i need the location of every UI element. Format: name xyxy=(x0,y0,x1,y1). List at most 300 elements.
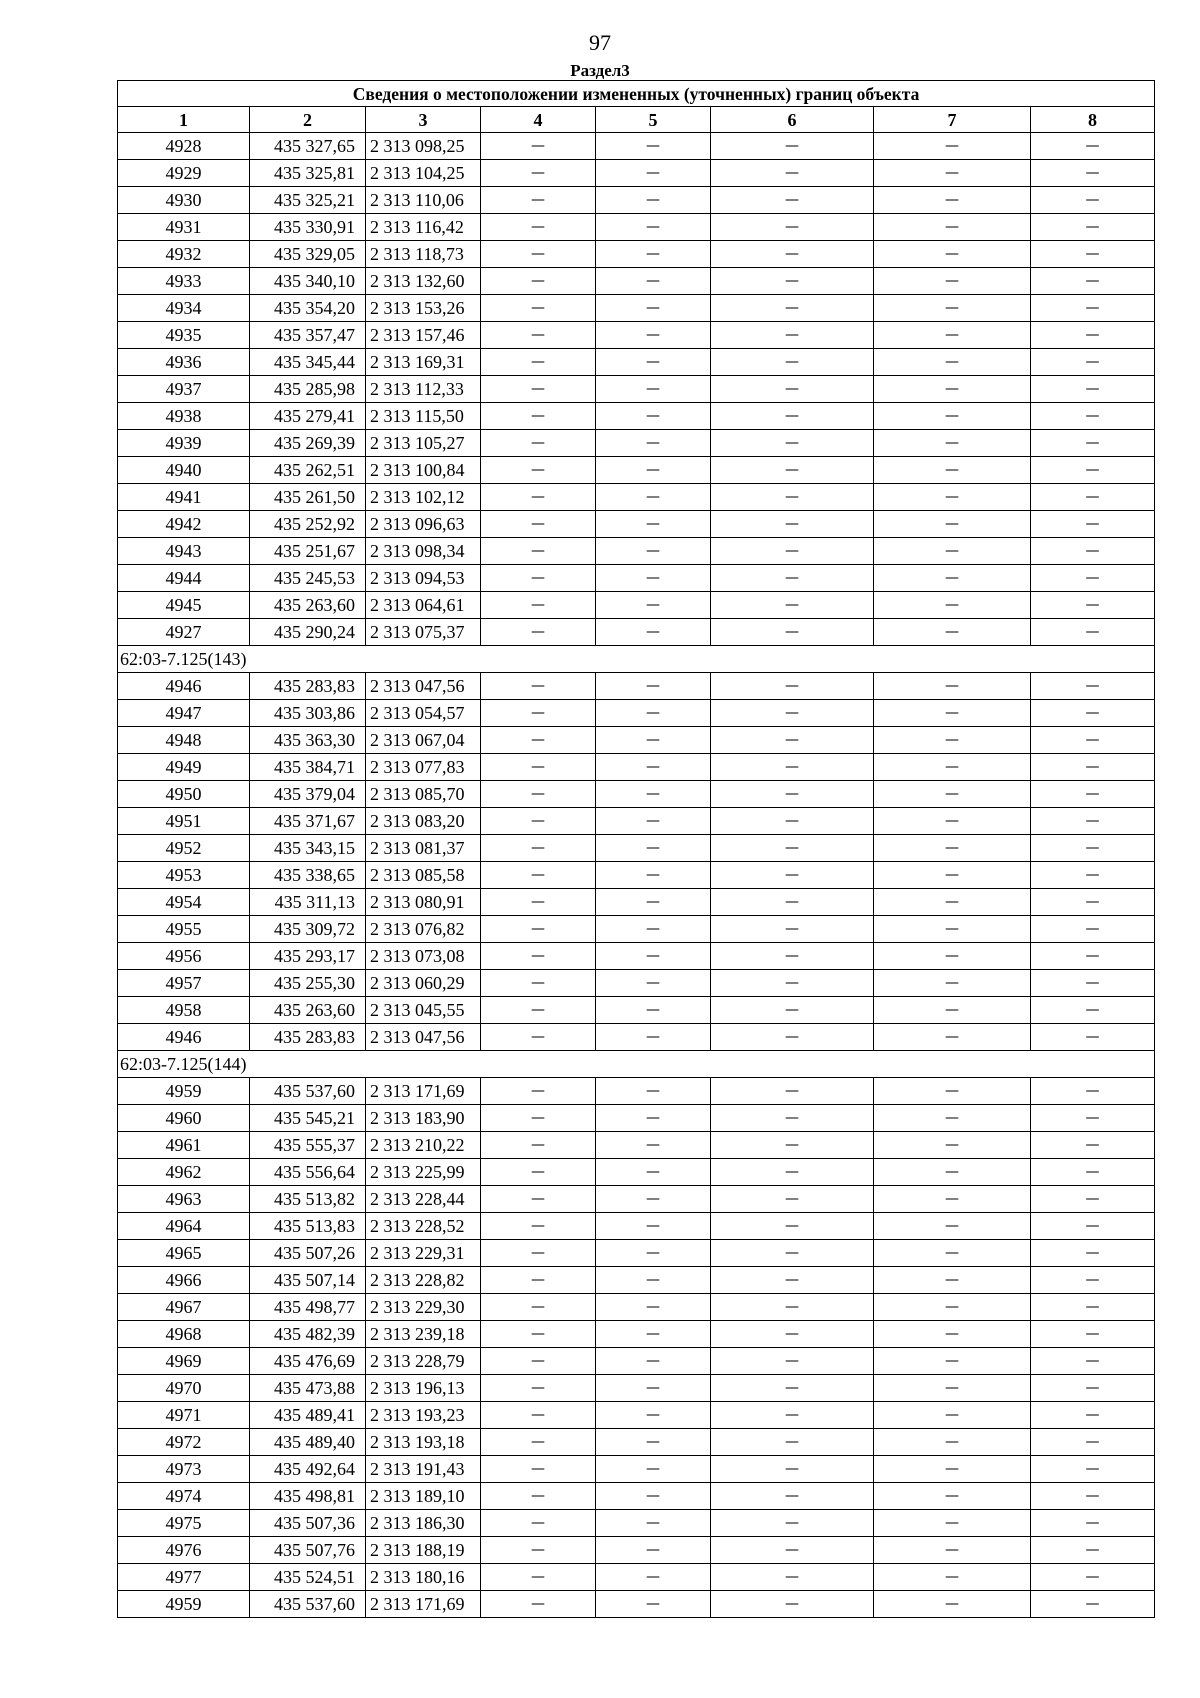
empty-value-dash: — xyxy=(874,1483,1031,1510)
empty-value-dash: — xyxy=(596,1105,711,1132)
x-coordinate-cell: 435 262,51 xyxy=(250,457,366,484)
empty-value-dash: — xyxy=(711,1240,874,1267)
empty-value-dash: — xyxy=(596,160,711,187)
empty-value-dash: — xyxy=(596,1537,711,1564)
table-row xyxy=(118,1348,1155,1375)
empty-value-dash: — xyxy=(874,673,1031,700)
empty-value-dash: — xyxy=(596,214,711,241)
point-number-cell: 4960 xyxy=(118,1105,250,1132)
x-coordinate-cell: 435 325,81 xyxy=(250,160,366,187)
empty-value-dash: — xyxy=(596,862,711,889)
empty-value-dash: — xyxy=(711,673,874,700)
empty-value-dash: — xyxy=(1031,997,1155,1024)
empty-value-dash: — xyxy=(1031,1537,1155,1564)
empty-value-dash: — xyxy=(596,1429,711,1456)
column-number: 5 xyxy=(596,107,711,133)
table-row xyxy=(118,376,1155,403)
empty-value-dash: — xyxy=(596,808,711,835)
table-caption-row xyxy=(118,81,1155,107)
empty-value-dash: — xyxy=(596,781,711,808)
empty-value-dash: — xyxy=(481,1402,596,1429)
empty-value-dash: — xyxy=(874,862,1031,889)
empty-value-dash: — xyxy=(596,943,711,970)
empty-value-dash: — xyxy=(596,700,711,727)
empty-value-dash: — xyxy=(1031,1483,1155,1510)
table-row xyxy=(118,538,1155,565)
x-coordinate-cell: 435 489,41 xyxy=(250,1402,366,1429)
empty-value-dash: — xyxy=(596,1564,711,1591)
empty-value-dash: — xyxy=(711,1078,874,1105)
x-coordinate-cell: 435 379,04 xyxy=(250,781,366,808)
empty-value-dash: — xyxy=(481,1078,596,1105)
empty-value-dash: — xyxy=(711,727,874,754)
empty-value-dash: — xyxy=(874,187,1031,214)
empty-value-dash: — xyxy=(874,1348,1031,1375)
empty-value-dash: — xyxy=(481,1429,596,1456)
x-coordinate-cell: 435 384,71 xyxy=(250,754,366,781)
x-coordinate-cell: 435 492,64 xyxy=(250,1456,366,1483)
x-coordinate-cell: 435 507,26 xyxy=(250,1240,366,1267)
empty-value-dash: — xyxy=(481,808,596,835)
point-number-cell: 4952 xyxy=(118,835,250,862)
empty-value-dash: — xyxy=(596,1348,711,1375)
empty-value-dash: — xyxy=(481,1348,596,1375)
empty-value-dash: — xyxy=(596,376,711,403)
empty-value-dash: — xyxy=(481,1132,596,1159)
empty-value-dash: — xyxy=(1031,754,1155,781)
empty-value-dash: — xyxy=(481,1483,596,1510)
group-row xyxy=(118,1051,1155,1078)
y-coordinate-cell: 2 313 076,82 xyxy=(366,916,481,943)
empty-value-dash: — xyxy=(596,889,711,916)
table-row xyxy=(118,133,1155,160)
table-row xyxy=(118,916,1155,943)
empty-value-dash: — xyxy=(481,160,596,187)
empty-value-dash: — xyxy=(481,1375,596,1402)
empty-value-dash: — xyxy=(1031,862,1155,889)
table-row xyxy=(118,1402,1155,1429)
x-coordinate-cell: 435 327,65 xyxy=(250,133,366,160)
empty-value-dash: — xyxy=(596,457,711,484)
y-coordinate-cell: 2 313 081,37 xyxy=(366,835,481,862)
y-coordinate-cell: 2 313 077,83 xyxy=(366,754,481,781)
empty-value-dash: — xyxy=(1031,1456,1155,1483)
empty-value-dash: — xyxy=(1031,1267,1155,1294)
x-coordinate-cell: 435 482,39 xyxy=(250,1321,366,1348)
y-coordinate-cell: 2 313 080,91 xyxy=(366,889,481,916)
empty-value-dash: — xyxy=(711,1294,874,1321)
empty-value-dash: — xyxy=(1031,511,1155,538)
empty-value-dash: — xyxy=(874,808,1031,835)
x-coordinate-cell: 435 476,69 xyxy=(250,1348,366,1375)
point-number-cell: 4955 xyxy=(118,916,250,943)
table-row xyxy=(118,889,1155,916)
empty-value-dash: — xyxy=(874,1375,1031,1402)
empty-value-dash: — xyxy=(711,1456,874,1483)
point-number-cell: 4954 xyxy=(118,889,250,916)
empty-value-dash: — xyxy=(1031,835,1155,862)
point-number-cell: 4959 xyxy=(118,1591,250,1618)
empty-value-dash: — xyxy=(596,511,711,538)
empty-value-dash: — xyxy=(481,1267,596,1294)
empty-value-dash: — xyxy=(481,781,596,808)
x-coordinate-cell: 435 340,10 xyxy=(250,268,366,295)
empty-value-dash: — xyxy=(1031,1159,1155,1186)
x-coordinate-cell: 435 309,72 xyxy=(250,916,366,943)
table-row xyxy=(118,808,1155,835)
y-coordinate-cell: 2 313 105,27 xyxy=(366,430,481,457)
table-row xyxy=(118,1294,1155,1321)
empty-value-dash: — xyxy=(711,916,874,943)
empty-value-dash: — xyxy=(874,511,1031,538)
empty-value-dash: — xyxy=(596,403,711,430)
point-number-cell: 4937 xyxy=(118,376,250,403)
empty-value-dash: — xyxy=(596,619,711,646)
column-number: 2 xyxy=(250,107,366,133)
table-row xyxy=(118,592,1155,619)
empty-value-dash: — xyxy=(711,214,874,241)
empty-value-dash: — xyxy=(1031,592,1155,619)
empty-value-dash: — xyxy=(711,1564,874,1591)
point-number-cell: 4929 xyxy=(118,160,250,187)
table-row xyxy=(118,1429,1155,1456)
empty-value-dash: — xyxy=(481,538,596,565)
y-coordinate-cell: 2 313 096,63 xyxy=(366,511,481,538)
empty-value-dash: — xyxy=(481,565,596,592)
x-coordinate-cell: 435 263,60 xyxy=(250,592,366,619)
table-row xyxy=(118,1537,1155,1564)
y-coordinate-cell: 2 313 098,34 xyxy=(366,538,481,565)
empty-value-dash: — xyxy=(596,1132,711,1159)
y-coordinate-cell: 2 313 229,30 xyxy=(366,1294,481,1321)
empty-value-dash: — xyxy=(711,1510,874,1537)
empty-value-dash: — xyxy=(481,1294,596,1321)
empty-value-dash: — xyxy=(711,1591,874,1618)
point-number-cell: 4939 xyxy=(118,430,250,457)
empty-value-dash: — xyxy=(1031,538,1155,565)
empty-value-dash: — xyxy=(874,754,1031,781)
y-coordinate-cell: 2 313 210,22 xyxy=(366,1132,481,1159)
point-number-cell: 4968 xyxy=(118,1321,250,1348)
empty-value-dash: — xyxy=(874,133,1031,160)
empty-value-dash: — xyxy=(596,727,711,754)
table-row xyxy=(118,403,1155,430)
empty-value-dash: — xyxy=(481,916,596,943)
x-coordinate-cell: 435 311,13 xyxy=(250,889,366,916)
empty-value-dash: — xyxy=(711,538,874,565)
empty-value-dash: — xyxy=(481,1024,596,1051)
empty-value-dash: — xyxy=(481,1591,596,1618)
point-number-cell: 4951 xyxy=(118,808,250,835)
x-coordinate-cell: 435 290,24 xyxy=(250,619,366,646)
empty-value-dash: — xyxy=(481,1456,596,1483)
table-row xyxy=(118,268,1155,295)
point-number-cell: 4943 xyxy=(118,538,250,565)
empty-value-dash: — xyxy=(596,1294,711,1321)
empty-value-dash: — xyxy=(596,1510,711,1537)
table-row xyxy=(118,754,1155,781)
x-coordinate-cell: 435 507,36 xyxy=(250,1510,366,1537)
table-row xyxy=(118,484,1155,511)
y-coordinate-cell: 2 313 169,31 xyxy=(366,349,481,376)
y-coordinate-cell: 2 313 183,90 xyxy=(366,1105,481,1132)
empty-value-dash: — xyxy=(711,295,874,322)
empty-value-dash: — xyxy=(481,835,596,862)
point-number-cell: 4942 xyxy=(118,511,250,538)
empty-value-dash: — xyxy=(874,1564,1031,1591)
empty-value-dash: — xyxy=(1031,187,1155,214)
empty-value-dash: — xyxy=(481,1159,596,1186)
empty-value-dash: — xyxy=(711,1105,874,1132)
empty-value-dash: — xyxy=(596,1375,711,1402)
x-coordinate-cell: 435 255,30 xyxy=(250,970,366,997)
table-row xyxy=(118,511,1155,538)
empty-value-dash: — xyxy=(874,1294,1031,1321)
y-coordinate-cell: 2 313 045,55 xyxy=(366,997,481,1024)
empty-value-dash: — xyxy=(481,214,596,241)
empty-value-dash: — xyxy=(1031,727,1155,754)
x-coordinate-cell: 435 513,83 xyxy=(250,1213,366,1240)
empty-value-dash: — xyxy=(1031,295,1155,322)
x-coordinate-cell: 435 556,64 xyxy=(250,1159,366,1186)
y-coordinate-cell: 2 313 228,44 xyxy=(366,1186,481,1213)
empty-value-dash: — xyxy=(596,241,711,268)
x-coordinate-cell: 435 357,47 xyxy=(250,322,366,349)
empty-value-dash: — xyxy=(596,1024,711,1051)
column-number: 6 xyxy=(711,107,874,133)
point-number-cell: 4934 xyxy=(118,295,250,322)
empty-value-dash: — xyxy=(596,835,711,862)
x-coordinate-cell: 435 303,86 xyxy=(250,700,366,727)
x-coordinate-cell: 435 489,40 xyxy=(250,1429,366,1456)
empty-value-dash: — xyxy=(481,376,596,403)
parcel-group-label: 62:03-7.125(144) xyxy=(118,1051,1155,1078)
empty-value-dash: — xyxy=(1031,349,1155,376)
empty-value-dash: — xyxy=(1031,322,1155,349)
empty-value-dash: — xyxy=(1031,1321,1155,1348)
empty-value-dash: — xyxy=(481,241,596,268)
x-coordinate-cell: 435 354,20 xyxy=(250,295,366,322)
empty-value-dash: — xyxy=(874,1402,1031,1429)
empty-value-dash: — xyxy=(711,592,874,619)
empty-value-dash: — xyxy=(1031,1078,1155,1105)
table-row xyxy=(118,997,1155,1024)
empty-value-dash: — xyxy=(711,943,874,970)
y-coordinate-cell: 2 313 100,84 xyxy=(366,457,481,484)
empty-value-dash: — xyxy=(596,1240,711,1267)
empty-value-dash: — xyxy=(874,1591,1031,1618)
table-row xyxy=(118,700,1155,727)
empty-value-dash: — xyxy=(874,889,1031,916)
empty-value-dash: — xyxy=(711,997,874,1024)
empty-value-dash: — xyxy=(711,1186,874,1213)
table-row xyxy=(118,1321,1155,1348)
y-coordinate-cell: 2 313 239,18 xyxy=(366,1321,481,1348)
empty-value-dash: — xyxy=(874,295,1031,322)
point-number-cell: 4940 xyxy=(118,457,250,484)
y-coordinate-cell: 2 313 171,69 xyxy=(366,1591,481,1618)
empty-value-dash: — xyxy=(711,700,874,727)
point-number-cell: 4972 xyxy=(118,1429,250,1456)
empty-value-dash: — xyxy=(874,1537,1031,1564)
empty-value-dash: — xyxy=(711,511,874,538)
empty-value-dash: — xyxy=(596,322,711,349)
empty-value-dash: — xyxy=(596,565,711,592)
empty-value-dash: — xyxy=(1031,160,1155,187)
empty-value-dash: — xyxy=(874,484,1031,511)
empty-value-dash: — xyxy=(596,484,711,511)
empty-value-dash: — xyxy=(596,754,711,781)
point-number-cell: 4962 xyxy=(118,1159,250,1186)
x-coordinate-cell: 435 513,82 xyxy=(250,1186,366,1213)
table-row xyxy=(118,1267,1155,1294)
empty-value-dash: — xyxy=(1031,1132,1155,1159)
y-coordinate-cell: 2 313 193,18 xyxy=(366,1429,481,1456)
empty-value-dash: — xyxy=(874,1132,1031,1159)
x-coordinate-cell: 435 325,21 xyxy=(250,187,366,214)
table-row xyxy=(118,1483,1155,1510)
y-coordinate-cell: 2 313 047,56 xyxy=(366,1024,481,1051)
table-row xyxy=(118,1510,1155,1537)
x-coordinate-cell: 435 363,30 xyxy=(250,727,366,754)
empty-value-dash: — xyxy=(874,403,1031,430)
x-coordinate-cell: 435 293,17 xyxy=(250,943,366,970)
empty-value-dash: — xyxy=(874,268,1031,295)
table-row xyxy=(118,241,1155,268)
empty-value-dash: — xyxy=(596,1483,711,1510)
empty-value-dash: — xyxy=(1031,376,1155,403)
point-number-cell: 4963 xyxy=(118,1186,250,1213)
empty-value-dash: — xyxy=(481,1105,596,1132)
y-coordinate-cell: 2 313 228,52 xyxy=(366,1213,481,1240)
y-coordinate-cell: 2 313 225,99 xyxy=(366,1159,481,1186)
table-row xyxy=(118,457,1155,484)
column-number: 8 xyxy=(1031,107,1155,133)
empty-value-dash: — xyxy=(1031,1294,1155,1321)
empty-value-dash: — xyxy=(874,565,1031,592)
empty-value-dash: — xyxy=(711,619,874,646)
empty-value-dash: — xyxy=(1031,133,1155,160)
table-row xyxy=(118,862,1155,889)
empty-value-dash: — xyxy=(711,376,874,403)
table-row xyxy=(118,322,1155,349)
point-number-cell: 4971 xyxy=(118,1402,250,1429)
empty-value-dash: — xyxy=(1031,1240,1155,1267)
y-coordinate-cell: 2 313 104,25 xyxy=(366,160,481,187)
point-number-cell: 4967 xyxy=(118,1294,250,1321)
empty-value-dash: — xyxy=(874,1321,1031,1348)
empty-value-dash: — xyxy=(1031,484,1155,511)
table-row xyxy=(118,1375,1155,1402)
empty-value-dash: — xyxy=(874,1510,1031,1537)
y-coordinate-cell: 2 313 228,82 xyxy=(366,1267,481,1294)
point-number-cell: 4931 xyxy=(118,214,250,241)
empty-value-dash: — xyxy=(711,241,874,268)
empty-value-dash: — xyxy=(481,403,596,430)
point-number-cell: 4969 xyxy=(118,1348,250,1375)
empty-value-dash: — xyxy=(1031,673,1155,700)
empty-value-dash: — xyxy=(1031,619,1155,646)
empty-value-dash: — xyxy=(711,1321,874,1348)
empty-value-dash: — xyxy=(481,889,596,916)
x-coordinate-cell: 435 283,83 xyxy=(250,1024,366,1051)
y-coordinate-cell: 2 313 098,25 xyxy=(366,133,481,160)
empty-value-dash: — xyxy=(596,970,711,997)
point-number-cell: 4945 xyxy=(118,592,250,619)
empty-value-dash: — xyxy=(481,1240,596,1267)
point-number-cell: 4976 xyxy=(118,1537,250,1564)
empty-value-dash: — xyxy=(481,295,596,322)
empty-value-dash: — xyxy=(711,1402,874,1429)
empty-value-dash: — xyxy=(481,349,596,376)
y-coordinate-cell: 2 313 180,16 xyxy=(366,1564,481,1591)
x-coordinate-cell: 435 285,98 xyxy=(250,376,366,403)
empty-value-dash: — xyxy=(711,835,874,862)
x-coordinate-cell: 435 252,92 xyxy=(250,511,366,538)
empty-value-dash: — xyxy=(711,322,874,349)
x-coordinate-cell: 435 371,67 xyxy=(250,808,366,835)
point-number-cell: 4956 xyxy=(118,943,250,970)
section-title: Раздел3 xyxy=(570,61,630,80)
empty-value-dash: — xyxy=(596,268,711,295)
empty-value-dash: — xyxy=(1031,565,1155,592)
empty-value-dash: — xyxy=(711,1159,874,1186)
empty-value-dash: — xyxy=(874,1456,1031,1483)
empty-value-dash: — xyxy=(481,1510,596,1537)
point-number-cell: 4957 xyxy=(118,970,250,997)
empty-value-dash: — xyxy=(481,1321,596,1348)
table-row xyxy=(118,835,1155,862)
column-number-row xyxy=(118,107,1155,133)
empty-value-dash: — xyxy=(1031,943,1155,970)
empty-value-dash: — xyxy=(874,457,1031,484)
empty-value-dash: — xyxy=(874,430,1031,457)
y-coordinate-cell: 2 313 228,79 xyxy=(366,1348,481,1375)
table-row xyxy=(118,970,1155,997)
table-row xyxy=(118,349,1155,376)
empty-value-dash: — xyxy=(1031,1510,1155,1537)
empty-value-dash: — xyxy=(481,187,596,214)
empty-value-dash: — xyxy=(1031,457,1155,484)
x-coordinate-cell: 435 345,44 xyxy=(250,349,366,376)
point-number-cell: 4948 xyxy=(118,727,250,754)
column-number: 3 xyxy=(366,107,481,133)
x-coordinate-cell: 435 251,67 xyxy=(250,538,366,565)
empty-value-dash: — xyxy=(1031,1375,1155,1402)
point-number-cell: 4970 xyxy=(118,1375,250,1402)
table-row xyxy=(118,187,1155,214)
empty-value-dash: — xyxy=(874,835,1031,862)
empty-value-dash: — xyxy=(874,781,1031,808)
x-coordinate-cell: 435 498,81 xyxy=(250,1483,366,1510)
empty-value-dash: — xyxy=(711,1267,874,1294)
boundary-coordinates-table xyxy=(117,80,1155,1618)
empty-value-dash: — xyxy=(874,727,1031,754)
empty-value-dash: — xyxy=(874,1186,1031,1213)
empty-value-dash: — xyxy=(596,187,711,214)
point-number-cell: 4975 xyxy=(118,1510,250,1537)
empty-value-dash: — xyxy=(1031,430,1155,457)
empty-value-dash: — xyxy=(711,1375,874,1402)
empty-value-dash: — xyxy=(1031,214,1155,241)
x-coordinate-cell: 435 537,60 xyxy=(250,1078,366,1105)
table-row xyxy=(118,619,1155,646)
empty-value-dash: — xyxy=(481,700,596,727)
point-number-cell: 4936 xyxy=(118,349,250,376)
empty-value-dash: — xyxy=(596,349,711,376)
empty-value-dash: — xyxy=(481,754,596,781)
point-number-cell: 4953 xyxy=(118,862,250,889)
